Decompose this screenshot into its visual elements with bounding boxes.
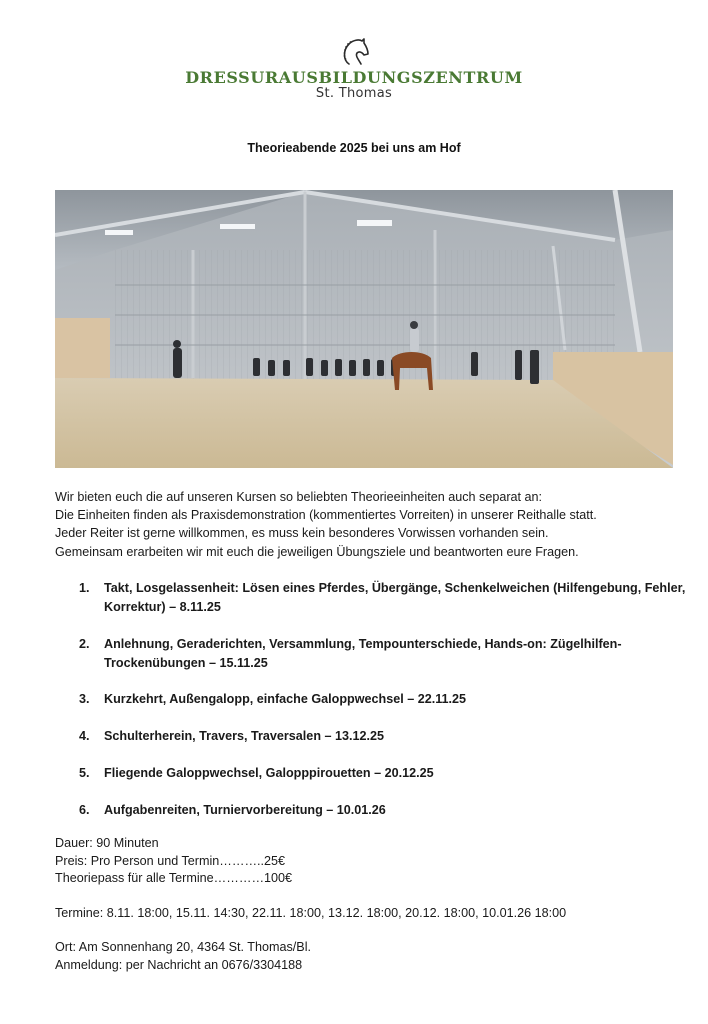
indoor-riding-arena-photo (55, 190, 673, 468)
intro-line: Wir bieten euch die auf unseren Kursen so beliebten Theorieeinheiten auch separat an: (55, 490, 543, 504)
intro-line: Jeder Reiter ist gerne willkommen, es muss kein besonderes Vorwissen vorhanden sein. (55, 526, 549, 541)
page-title: Theorieabende 2025 bei uns am Hof (247, 141, 461, 155)
session-item (79, 579, 694, 616)
brand-location: St. Thomas (315, 86, 393, 101)
session-text: Schulterherein, Travers, Traversalen – 13.12.25 (104, 729, 385, 743)
price: Preis: Pro Person und Termin………..25€ (55, 853, 286, 868)
location: Ort: Am Sonnenhang 20, 4364 St. Thomas/Bl. (55, 940, 311, 954)
session-text: Anlehnung, Geraderichten, Versammlung, Tempounterschiede, Hands-on: Zügelhilfen-Trockenübungen – 15.11.25 (104, 637, 622, 670)
session-number: 2. (79, 637, 90, 651)
horse-head-icon (337, 36, 371, 68)
logo (0, 36, 708, 68)
session-text: Takt, Losgelassenheit: Lösen eines Pferdes, Übergänge, Schenkelweichen (Hilfengebung, Fehler, Korrektur) – 8.11.25 (104, 581, 686, 614)
intro-line: Gemeinsam erarbeiten wir mit euch die jeweiligen Übungsziele und beantworten eure Fragen. (55, 544, 579, 559)
session-item (79, 764, 694, 783)
registration: Anmeldung: per Nachricht an 0676/3304188 (55, 957, 303, 972)
session-text: Kurzkehrt, Außengalopp, einfache Galoppwechsel – 22.11.25 (104, 692, 467, 706)
session-item (79, 727, 694, 746)
session-number: 3. (79, 692, 90, 706)
theory-pass-price: Theoriepass für alle Termine…………100€ (55, 871, 293, 885)
intro-text (55, 488, 675, 561)
brand-name: DRESSURAUSBILDUNGSZENTRUM (185, 68, 523, 87)
event-details (55, 835, 675, 974)
session-number: 1. (79, 581, 90, 595)
session-number: 5. (79, 766, 90, 780)
session-item (79, 801, 694, 820)
dates: Termine: 8.11. 18:00, 15.11. 14:30, 22.11. 18:00, 13.12. 18:00, 20.12. 18:00, 10.01.26 18:00 (55, 905, 567, 920)
session-number: 6. (79, 803, 90, 817)
session-item (79, 635, 674, 672)
duration: Dauer: 90 Minuten (55, 836, 159, 850)
session-text: Aufgabenreiten, Turniervorbereitung – 10.01.26 (104, 803, 386, 817)
session-text: Fliegende Galoppwechsel, Galopppirouetten – 20.12.25 (104, 766, 434, 780)
session-number: 4. (79, 729, 90, 743)
session-item (79, 690, 694, 709)
intro-line: Die Einheiten finden als Praxisdemonstration (kommentiertes Vorreiten) in unserer Reithalle statt. (55, 508, 597, 523)
